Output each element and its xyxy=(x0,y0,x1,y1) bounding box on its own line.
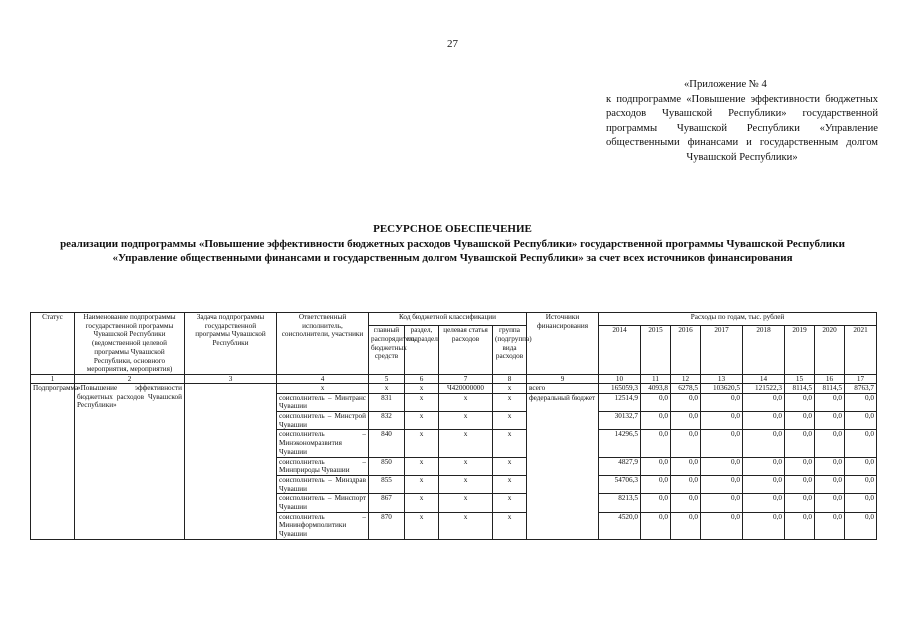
value-cell: 0,0 xyxy=(785,412,815,430)
appendix-note xyxy=(606,78,878,165)
value-cell: 0,0 xyxy=(845,412,877,430)
value-cell: 0,0 xyxy=(785,430,815,457)
column-number: 12 xyxy=(671,374,701,383)
value-cell: 0,0 xyxy=(641,457,671,475)
table-body xyxy=(31,383,877,539)
column-number: 7 xyxy=(439,374,493,383)
value-cell: 0,0 xyxy=(845,393,877,411)
code-razdel-cell: х xyxy=(405,457,439,475)
value-cell: 0,0 xyxy=(701,512,743,539)
code-gl-cell: 831 xyxy=(369,393,405,411)
code-razdel-cell: х xyxy=(405,383,439,393)
code-razdel-cell: х xyxy=(405,393,439,411)
value-cell: 0,0 xyxy=(743,412,785,430)
value-cell: 0,0 xyxy=(785,494,815,512)
code-gl-cell: 870 xyxy=(369,512,405,539)
value-cell: 0,0 xyxy=(845,475,877,493)
value-cell: 0,0 xyxy=(743,457,785,475)
code-gl-cell: 832 xyxy=(369,412,405,430)
code-vid-cell: х xyxy=(493,475,527,493)
value-cell: 0,0 xyxy=(641,512,671,539)
column-number: 4 xyxy=(277,374,369,383)
value-cell: 0,0 xyxy=(815,475,845,493)
value-cell: 0,0 xyxy=(743,475,785,493)
header-year: 2014 xyxy=(599,326,641,375)
header-years-group: Расходы по годам, тыс. рублей xyxy=(599,313,877,326)
column-number: 6 xyxy=(405,374,439,383)
code-gl-cell: 867 xyxy=(369,494,405,512)
value-cell: 0,0 xyxy=(785,512,815,539)
value-cell: 0,0 xyxy=(671,457,701,475)
executor-cell: соисполнитель – Минстрой Чувашии xyxy=(277,412,369,430)
executor-cell: соисполнитель – Мининформполитики Чувашии xyxy=(277,512,369,539)
header-code-razdel: раздел, подраздел xyxy=(405,326,439,375)
value-cell: 0,0 xyxy=(845,430,877,457)
appendix-title: «Приложение № 4 xyxy=(684,79,767,90)
value-cell: 0,0 xyxy=(641,430,671,457)
header-year: 2015 xyxy=(641,326,671,375)
header-code-gl: главный распорядитель бюджетных средств xyxy=(369,326,405,375)
value-cell: 165059,3 xyxy=(599,383,641,393)
value-cell: 0,0 xyxy=(743,430,785,457)
value-cell: 12514,9 xyxy=(599,393,641,411)
code-vid-cell: х xyxy=(493,393,527,411)
code-target-cell: Ч420000000 xyxy=(439,383,493,393)
executor-cell: соисполнитель – Минтранс Чувашии xyxy=(277,393,369,411)
column-number-row xyxy=(31,374,877,383)
header-code-vid: группа (подгруппа) вида расходов xyxy=(493,326,527,375)
heading-title: РЕСУРСНОЕ ОБЕСПЕЧЕНИЕ xyxy=(373,223,532,235)
value-cell: 0,0 xyxy=(815,430,845,457)
code-target-cell: х xyxy=(439,512,493,539)
value-cell: 0,0 xyxy=(815,412,845,430)
value-cell: 0,0 xyxy=(845,457,877,475)
code-target-cell: х xyxy=(439,430,493,457)
column-number: 16 xyxy=(815,374,845,383)
executor-cell: соисполнитель – Минприроды Чувашии xyxy=(277,457,369,475)
value-cell: 0,0 xyxy=(845,512,877,539)
code-razdel-cell: х xyxy=(405,430,439,457)
value-cell: 0,0 xyxy=(671,412,701,430)
value-cell: 0,0 xyxy=(785,457,815,475)
value-cell: 0,0 xyxy=(641,494,671,512)
header-year: 2016 xyxy=(671,326,701,375)
code-gl-cell: 850 xyxy=(369,457,405,475)
value-cell: 4827,9 xyxy=(599,457,641,475)
appendix-text: к подпрограмме «Повышение эффективности бюджетных расходов Чувашской Республики» государственной программы Чувашской Республики «Управление общественными финансами и государственным долгом Чувашской Республики» xyxy=(606,93,878,163)
value-cell: 0,0 xyxy=(815,393,845,411)
code-razdel-cell: х xyxy=(405,475,439,493)
column-number: 13 xyxy=(701,374,743,383)
table-row-total xyxy=(31,383,877,393)
subprogram-name-cell: «Повышение эффективности бюджетных расходов Чувашской Республики» xyxy=(75,383,185,539)
header-code-target: целевая статья расходов xyxy=(439,326,493,375)
column-number: 14 xyxy=(743,374,785,383)
value-cell: 0,0 xyxy=(743,393,785,411)
value-cell: 8114,5 xyxy=(815,383,845,393)
code-gl-cell: 855 xyxy=(369,475,405,493)
code-razdel-cell: х xyxy=(405,494,439,512)
value-cell: 8114,5 xyxy=(785,383,815,393)
value-cell: 0,0 xyxy=(701,412,743,430)
value-cell: 0,0 xyxy=(671,494,701,512)
header-year: 2019 xyxy=(785,326,815,375)
header-row-1 xyxy=(31,313,877,326)
value-cell: 0,0 xyxy=(641,475,671,493)
value-cell: 0,0 xyxy=(815,457,845,475)
column-number: 2 xyxy=(75,374,185,383)
code-target-cell: х xyxy=(439,475,493,493)
header-executor: Ответственный исполнитель, соисполнители, участники xyxy=(277,313,369,375)
value-cell: 14296,5 xyxy=(599,430,641,457)
column-number: 3 xyxy=(185,374,277,383)
page-number: 27 xyxy=(447,38,458,50)
header-status: Статус xyxy=(31,313,75,375)
status-cell: Подпрограмма xyxy=(31,383,75,539)
code-razdel-cell: х xyxy=(405,412,439,430)
value-cell: 0,0 xyxy=(785,393,815,411)
value-cell: 0,0 xyxy=(743,512,785,539)
executor-cell: соисполнитель – Минспорт Чувашии xyxy=(277,494,369,512)
value-cell: 0,0 xyxy=(845,494,877,512)
resource-table xyxy=(30,312,877,540)
value-cell: 0,0 xyxy=(701,475,743,493)
header-year: 2017 xyxy=(701,326,743,375)
value-cell: 0,0 xyxy=(815,494,845,512)
code-target-cell: х xyxy=(439,412,493,430)
value-cell: 103620,5 xyxy=(701,383,743,393)
header-sources: Источники финансирования xyxy=(527,313,599,375)
header-year: 2018 xyxy=(743,326,785,375)
header-code-group: Код бюджетной классификации xyxy=(369,313,527,326)
code-vid-cell: х xyxy=(493,494,527,512)
column-number: 9 xyxy=(527,374,599,383)
executor-cell: х xyxy=(277,383,369,393)
value-cell: 8213,5 xyxy=(599,494,641,512)
code-razdel-cell: х xyxy=(405,512,439,539)
value-cell: 0,0 xyxy=(671,393,701,411)
code-gl-cell: 840 xyxy=(369,430,405,457)
value-cell: 0,0 xyxy=(671,475,701,493)
source-cell: всего xyxy=(527,383,599,393)
column-number: 10 xyxy=(599,374,641,383)
heading-subtitle: реализации подпрограммы «Повышение эффективности бюджетных расходов Чувашской Республики» государственной программы Чувашской Республики «Управление общественными финансами и государственным долгом Чувашской Республики» за счет всех источников финансирования xyxy=(60,237,845,264)
value-cell: 121522,3 xyxy=(743,383,785,393)
value-cell: 0,0 xyxy=(671,512,701,539)
value-cell: 0,0 xyxy=(815,512,845,539)
code-vid-cell: х xyxy=(493,383,527,393)
code-target-cell: х xyxy=(439,393,493,411)
column-number: 1 xyxy=(31,374,75,383)
code-vid-cell: х xyxy=(493,457,527,475)
header-year: 2020 xyxy=(815,326,845,375)
column-number: 11 xyxy=(641,374,671,383)
column-number: 8 xyxy=(493,374,527,383)
document-heading xyxy=(30,222,875,266)
column-number: 17 xyxy=(845,374,877,383)
task-cell xyxy=(185,383,277,539)
code-vid-cell: х xyxy=(493,430,527,457)
value-cell: 0,0 xyxy=(701,457,743,475)
code-target-cell: х xyxy=(439,494,493,512)
code-gl-cell: х xyxy=(369,383,405,393)
value-cell: 4093,8 xyxy=(641,383,671,393)
value-cell: 54706,3 xyxy=(599,475,641,493)
code-vid-cell: х xyxy=(493,412,527,430)
value-cell: 0,0 xyxy=(701,393,743,411)
code-target-cell: х xyxy=(439,457,493,475)
value-cell: 0,0 xyxy=(641,393,671,411)
value-cell: 0,0 xyxy=(671,430,701,457)
column-number: 15 xyxy=(785,374,815,383)
value-cell: 0,0 xyxy=(701,494,743,512)
header-name: Наименование подпрограммы государственной программы Чувашской Республики (ведомственной целевой программы Чувашской Республики, основного мероприятия, мероприятия) xyxy=(75,313,185,375)
value-cell: 8763,7 xyxy=(845,383,877,393)
value-cell: 30132,7 xyxy=(599,412,641,430)
value-cell: 0,0 xyxy=(701,430,743,457)
source-cell: федеральный бюджет xyxy=(527,393,599,539)
executor-cell: соисполнитель – Минэкономразвития Чувашии xyxy=(277,430,369,457)
value-cell: 0,0 xyxy=(641,412,671,430)
value-cell: 6278,5 xyxy=(671,383,701,393)
executor-cell: соисполнитель – Минздрав Чувашии xyxy=(277,475,369,493)
code-vid-cell: х xyxy=(493,512,527,539)
header-year: 2021 xyxy=(845,326,877,375)
column-number: 5 xyxy=(369,374,405,383)
value-cell: 0,0 xyxy=(743,494,785,512)
header-task: Задача подпрограммы государственной программы Чувашской Республики xyxy=(185,313,277,375)
value-cell: 4520,0 xyxy=(599,512,641,539)
value-cell: 0,0 xyxy=(785,475,815,493)
